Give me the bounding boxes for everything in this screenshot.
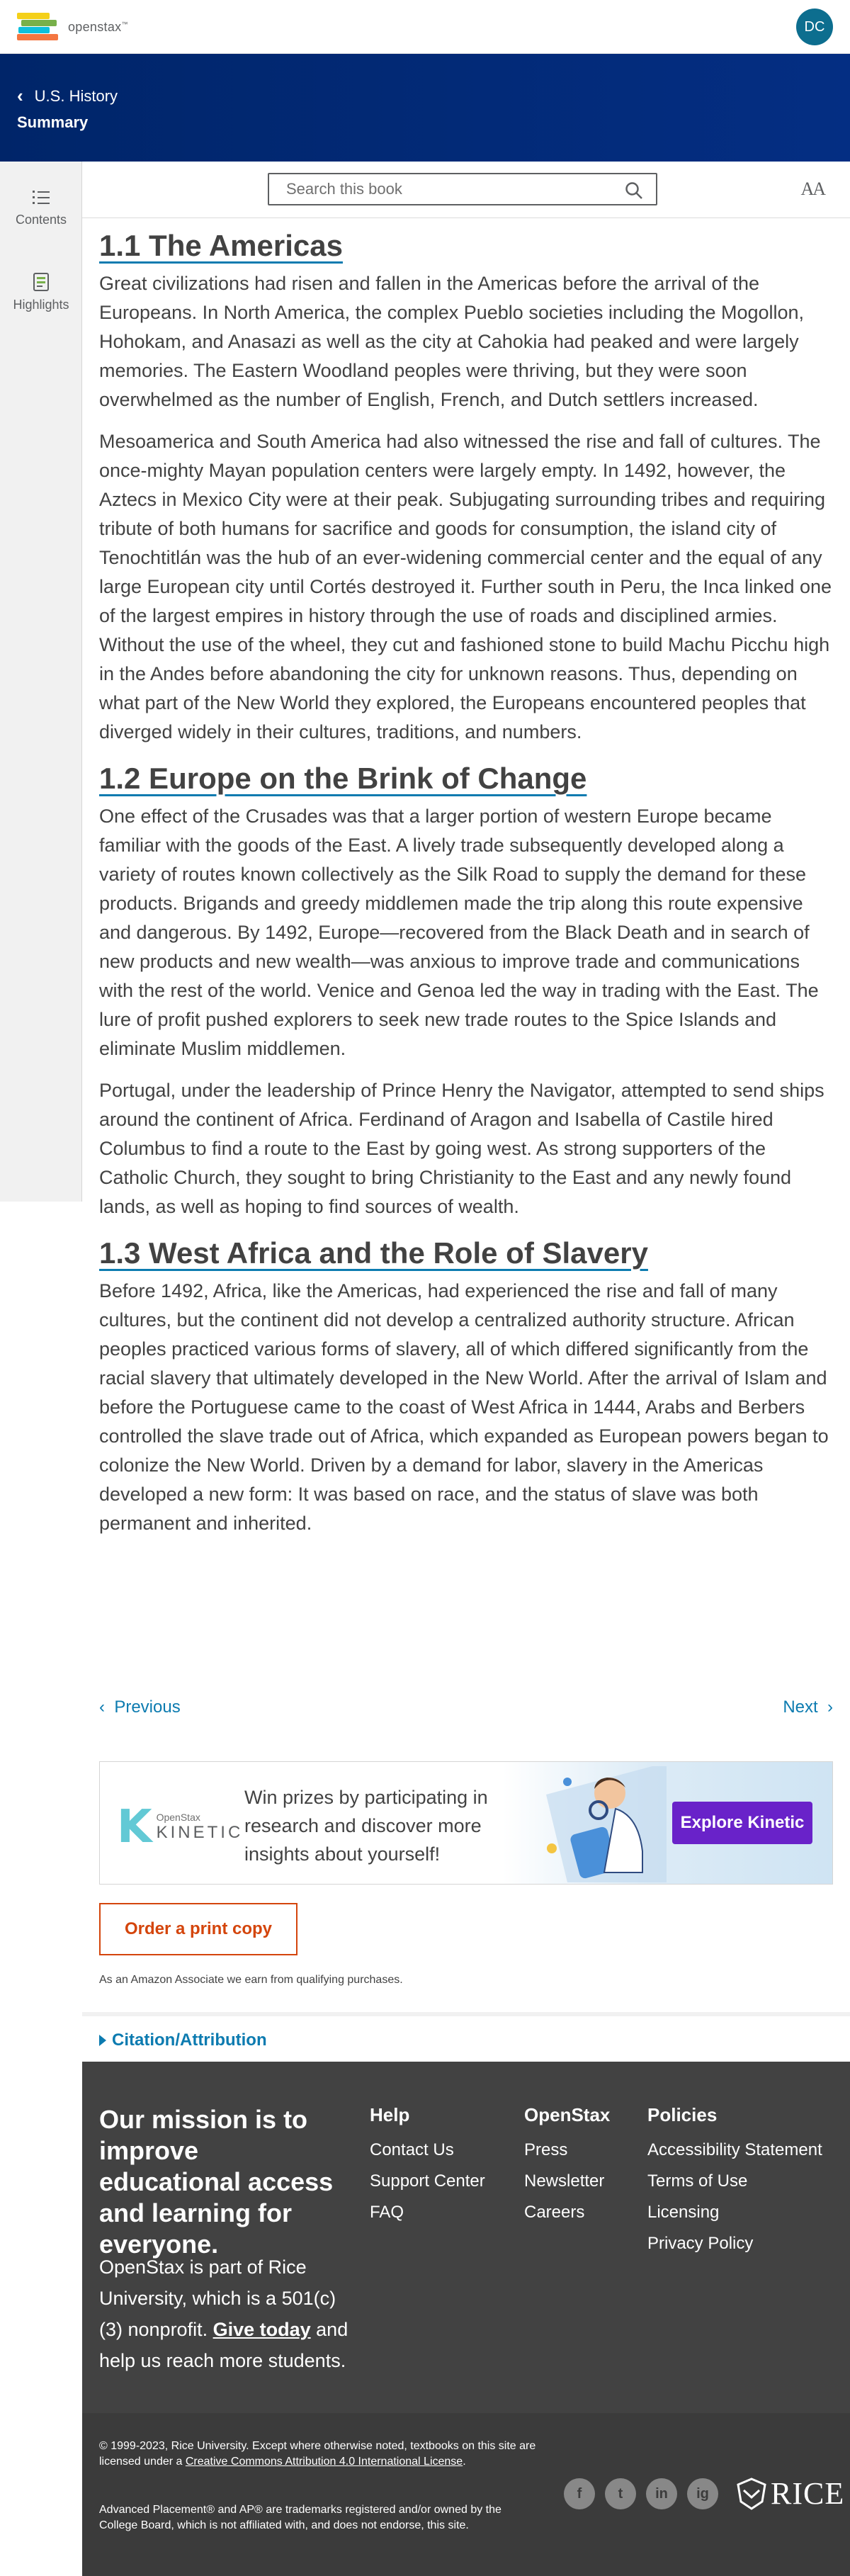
back-to-book-link[interactable] <box>17 85 118 107</box>
rice-statement: OpenStax is part of Rice University, which is a 501(c)(3) nonprofit. Give today and help us reach more students. <box>99 2256 348 2371</box>
section-paragraph: Great civilizations had risen and fallen in the Americas before the arrival of the Europeans. In North America, the complex Pueblo societies including the Mogollon, Hohokam, and Anasazi as well as the city at Cahokia had peaked and were largely memories. The Eastern Woodland peoples were thriving, but they were soon overwhelmed as the number of English, French, and Dutch settlers increased. <box>99 273 805 410</box>
top-nav <box>0 0 850 54</box>
summary-section <box>99 758 836 1221</box>
openstax-logo[interactable] <box>17 11 128 43</box>
footer-link[interactable]: Support Center <box>370 2171 485 2191</box>
rice-owl-shield-icon <box>737 2478 766 2510</box>
footer-bottom <box>82 2413 850 2576</box>
sidebar-item-label: Contents <box>15 213 67 227</box>
previous-page-link[interactable]: ‹ Previous <box>99 1697 181 1717</box>
researcher-illustration <box>525 1766 667 1882</box>
sidebar-item-contents[interactable] <box>0 188 82 227</box>
highlighter-icon <box>31 272 51 292</box>
ap-trademark-notice: Advanced Placement® and AP® are trademarks registered and/or owned by the College Board, which is not affiliated with, and does not endorse, this site. <box>99 2504 502 2531</box>
summary-content <box>99 225 836 1549</box>
license-link[interactable]: Creative Commons Attribution 4.0 International License <box>185 2456 463 2468</box>
twitter-icon[interactable]: t <box>605 2478 636 2509</box>
section-paragraph: Mesoamerica and South America had also witnessed the rise and fall of cultures. The once-mighty Mayan population centers were largely empty. In 1492, however, the Aztecs in Mexico City were at their peak. Subjugating surrounding tribes and requiring tribute of both humans for sacrifice and goods for consumption, the island city of Tenochtitlán was the hub of an ever-widening commercial center and the equal of any large European city until Cortés destroyed it. Further south in Peru, the Inca linked one of the largest empires in history through the use of roads and disciplined armies. Without the use of the wheel, they cut and fashioned stone to build Machu Picchu high in the Andes before abandoning the city for unknown reasons. Thus, depending on what part of the New World they explored, the Europeans encountered peoples that diverged widely in their cultures, traditions, and numbers. <box>99 431 832 742</box>
page-navigation <box>99 1697 833 1719</box>
kinetic-logo: K OpenStax KINETIC <box>117 1801 244 1853</box>
amazon-disclosure: As an Amazon Associate we earn from qualifying purchases. <box>99 1974 403 1986</box>
footer-column-help <box>370 2104 485 2228</box>
next-page-link[interactable]: Next › <box>783 1697 833 1717</box>
book-toolbar <box>82 162 850 218</box>
explore-kinetic-button[interactable]: Explore Kinetic <box>672 1802 812 1844</box>
section-paragraph: One effect of the Crusades was that a larger portion of western Europe became familiar with the goods of the East. A lively trade subsequently developed along a variety of routes known collectively as the Silk Road to supply the demand for these products. Brigands and greedy middlemen made the trip along this route expensive and dangerous. By 1492, Europe—recovered from the Black Death and in search of new products and new wealth—was anxious to improve trade and communications with the rest of the world. Venice and Genoa led the way in trading with the East. The lure of profit pushed explorers to seek new trade routes to the Spice Islands and eliminate Muslim middlemen. <box>99 806 819 1059</box>
book-title: U.S. History <box>34 86 118 105</box>
kinetic-banner <box>99 1761 833 1885</box>
chevron-left-icon: ‹ <box>17 85 23 106</box>
summary-section <box>99 225 836 747</box>
book-header <box>0 54 850 162</box>
footer-column-heading: Policies <box>647 2104 718 2125</box>
footer-link[interactable]: Licensing <box>647 2203 720 2222</box>
footer-column-heading: Help <box>370 2104 410 2125</box>
copyright-notice: © 1999-2023, Rice University. Except where otherwise noted, textbooks on this site are licensed under a Creative Commons Attribution 4.0 International License. <box>99 2440 536 2468</box>
footer-column-openstax <box>524 2104 610 2228</box>
divider <box>82 2012 850 2016</box>
order-print-copy-button[interactable]: Order a print copy <box>99 1903 298 1955</box>
linkedin-icon[interactable]: in <box>646 2478 677 2509</box>
footer-link[interactable]: Careers <box>524 2203 585 2222</box>
footer-link[interactable]: Press <box>524 2140 568 2159</box>
brand-name: openstax™ <box>68 19 128 34</box>
search-box <box>268 173 657 205</box>
mission-statement: Our mission is to improve educational access and learning for everyone. <box>99 2105 334 2259</box>
footer-link[interactable]: Newsletter <box>524 2171 605 2191</box>
facebook-icon[interactable]: f <box>564 2478 595 2509</box>
list-icon <box>31 188 51 207</box>
user-avatar[interactable]: DC <box>796 9 833 45</box>
social-links <box>564 2478 728 2509</box>
footer-link[interactable]: Contact Us <box>370 2140 454 2159</box>
sidebar-item-highlights[interactable] <box>0 272 82 312</box>
give-today-link[interactable]: Give today <box>212 2319 311 2340</box>
search-input[interactable] <box>269 174 609 204</box>
rice-logo[interactable]: RICE <box>737 2475 844 2512</box>
sidebar <box>0 162 82 1202</box>
search-icon[interactable] <box>625 181 643 200</box>
section-heading[interactable]: 1.2 Europe on the Brink of Change <box>99 762 587 795</box>
section-paragraph: Portugal, under the leadership of Prince Henry the Navigator, attempted to send ships around the continent of Africa. Ferdinand of Aragon and Isabella of Castile hired Columbus to find a route to the East by going west. As strong supporters of the Catholic Church, they sought to bring Christianity to the East and any newly found lands, as well as hoping to find sources of wealth. <box>99 1080 824 1217</box>
citation-attribution-toggle[interactable]: Citation/Attribution <box>99 2030 267 2050</box>
page-title: Summary <box>17 113 89 131</box>
footer-link[interactable]: Privacy Policy <box>647 2234 754 2253</box>
sidebar-item-label: Highlights <box>13 298 69 312</box>
footer <box>82 2062 850 2413</box>
section-paragraph: Before 1492, Africa, like the Americas, had experienced the rise and fall of many cultures, but the continent did not develop a centralized authority structure. African peoples practiced various forms of slavery, all of which differed significantly from the racial slavery that ultimately developed in the New World. After the arrival of Islam and before the Portuguese came to the coast of West Africa in 1444, Arabs and Berbers controlled the slave trade out of Africa, which expanded as European powers began to colonize the New World. Driven by a demand for labor, slavery in the Americas developed a new form: It was based on race, and the status of slave was both permanent and inherited. <box>99 1280 829 1534</box>
text-size-icon[interactable]: AA <box>800 179 824 199</box>
kinetic-k-icon: K <box>117 1801 152 1853</box>
footer-column-heading: OpenStax <box>524 2104 611 2125</box>
books-icon <box>17 11 62 43</box>
kinetic-message: Win prizes by participating in research and discover more insights about yourself! <box>244 1787 488 1865</box>
footer-link[interactable]: Terms of Use <box>647 2171 748 2191</box>
footer-link[interactable]: Accessibility Statement <box>647 2140 822 2159</box>
instagram-icon[interactable]: ig <box>687 2478 718 2509</box>
section-heading[interactable]: 1.1 The Americas <box>99 229 343 262</box>
section-heading[interactable]: 1.3 West Africa and the Role of Slavery <box>99 1236 648 1270</box>
footer-column-policies <box>647 2104 822 2259</box>
caret-right-icon <box>99 2035 106 2046</box>
footer-link[interactable]: FAQ <box>370 2203 404 2222</box>
summary-section <box>99 1233 836 1538</box>
